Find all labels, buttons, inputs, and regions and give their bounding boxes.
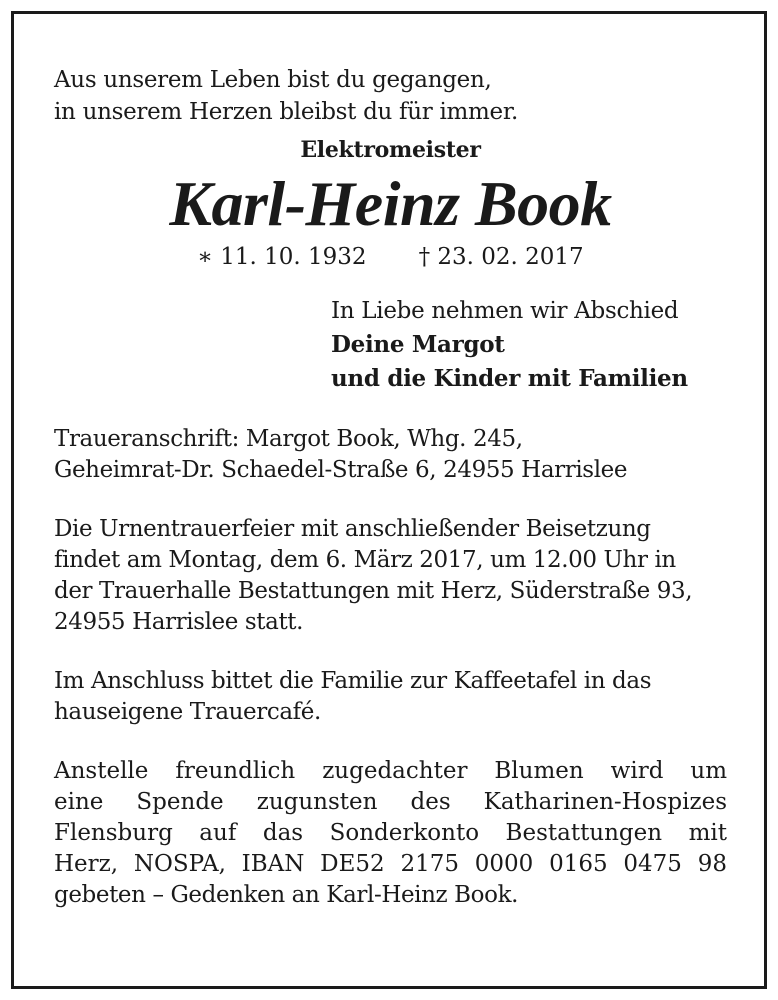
deceased-profession: Elektromeister xyxy=(300,137,481,163)
donation-line-5: gebeten – Gedenken an Karl-Heinz Book. xyxy=(54,882,519,908)
mourner-line-2: und die Kinder mit Familien xyxy=(331,365,688,392)
farewell-intro: In Liebe nehmen wir Abschied xyxy=(331,298,679,324)
birth-date: ∗ 11. 10. 1932 xyxy=(197,244,367,270)
donation-line-2: eine Spende zugunsten des Katharinen-Hospizes xyxy=(54,789,727,815)
ceremony-line-1: Die Urnentrauerfeier mit anschließender Beisetzung xyxy=(54,516,651,542)
address-line-2: Geheimrat-Dr. Schaedel-Straße 6, 24955 Harrislee xyxy=(54,457,628,483)
reception-line-2: hauseigene Trauercafé. xyxy=(54,699,321,725)
ceremony-info xyxy=(54,514,727,638)
donation-info xyxy=(54,756,727,911)
motto-line-2: in unserem Herzen bleibst du für immer. xyxy=(54,99,519,125)
reception-info xyxy=(54,666,727,728)
ceremony-line-3: der Trauerhalle Bestattungen mit Herz, Süderstraße 93, xyxy=(54,578,693,604)
life-dates xyxy=(54,242,727,272)
donation-line-1: Anstelle freundlich zugedachter Blumen wird um xyxy=(54,758,727,784)
deceased-name: Karl-Heinz Book xyxy=(169,168,612,239)
donation-line-4: Herz, NOSPA, IBAN DE52 2175 0000 0165 0475 98 xyxy=(54,851,727,877)
address-line-1: Traueranschrift: Margot Book, Whg. 245, xyxy=(54,426,523,452)
reception-line-1: Im Anschluss bittet die Familie zur Kaffeetafel in das xyxy=(54,668,652,694)
ceremony-line-2: findet am Montag, dem 6. März 2017, um 12.00 Uhr in xyxy=(54,547,676,573)
obituary-content xyxy=(54,64,727,911)
donation-line-3: Flensburg auf das Sonderkonto Bestattungen mit xyxy=(54,820,727,846)
motto-line-1: Aus unserem Leben bist du gegangen, xyxy=(54,67,492,93)
obituary-frame xyxy=(11,11,767,989)
mourners-block xyxy=(331,294,727,396)
ceremony-line-4: 24955 Harrislee statt. xyxy=(54,609,304,635)
motto xyxy=(54,64,727,128)
mourning-address xyxy=(54,424,727,486)
mourner-line-1: Deine Margot xyxy=(331,331,505,358)
death-date: † 23. 02. 2017 xyxy=(418,244,584,270)
